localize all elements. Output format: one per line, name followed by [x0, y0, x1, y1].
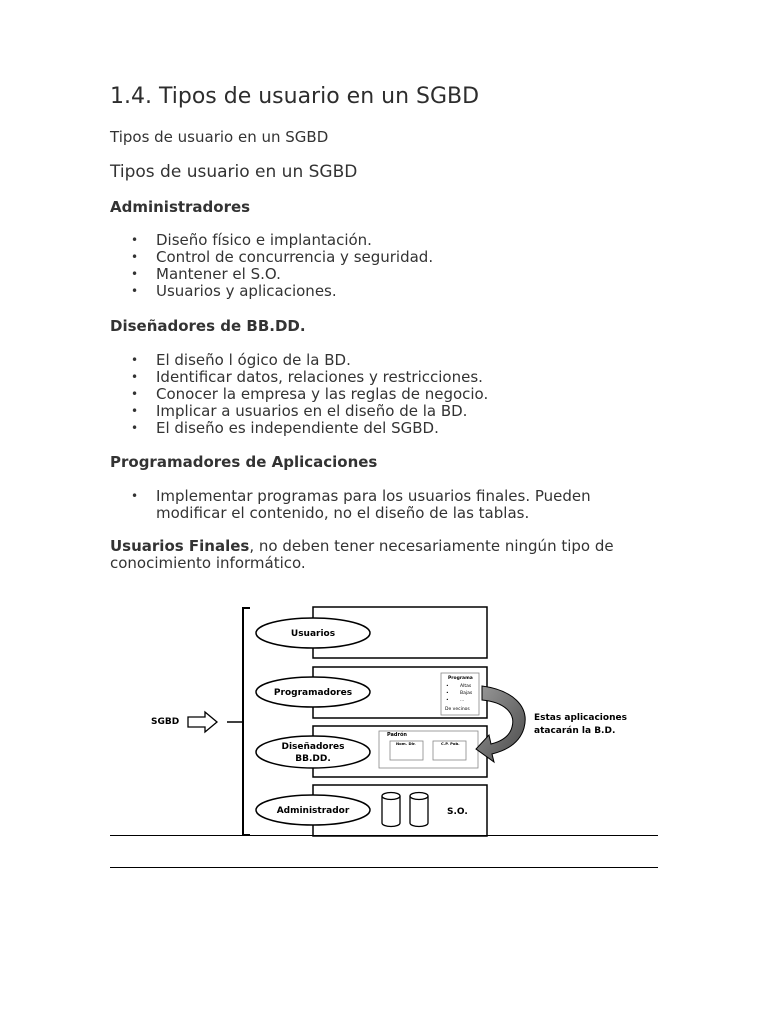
os-label: S.O. [447, 807, 468, 817]
program-bullet: • [446, 684, 449, 689]
program-title: Programa [448, 676, 473, 681]
divider-line [110, 867, 658, 868]
note-line2: atacarán la B.D. [534, 726, 616, 736]
list-item: • El diseño l ógico de la BD. [156, 352, 658, 369]
section-heading-disenadores: Diseñadores de BB.DD. [110, 317, 306, 335]
sgbd-arrow-icon [188, 712, 217, 732]
section-heading-administradores: Administradores [110, 198, 251, 216]
program-item: Bajas [460, 691, 473, 696]
database-icon [410, 793, 428, 827]
padron-field2: C.P. Pob. [441, 741, 460, 746]
list-item: • El diseño es independiente del SGBD. [156, 420, 658, 437]
program-bullet: • [446, 698, 449, 703]
final-rest: , no deben tener necesariamente ningún tipo de conocimiento informático. [110, 537, 614, 572]
program-footer: De vecinos [445, 707, 470, 712]
program-item: Altas [460, 684, 472, 689]
subtitle-large: Tipos de usuario en un SGBD [110, 162, 358, 182]
note-line1: Estas aplicaciones [534, 713, 627, 723]
program-item: ... [460, 698, 465, 703]
list-item: • Implicar a usuarios en el diseño de la BD. [156, 403, 658, 420]
database-icon [382, 793, 400, 827]
section-heading-programadores: Programadores de Aplicaciones [110, 453, 378, 471]
label-usuarios: Usuarios [290, 629, 336, 639]
list-item: • Control de concurrencia y seguridad. [156, 249, 658, 266]
label-disenadores-line2: BB.DD. [295, 754, 331, 764]
list-item: • Implementar programas para los usuarios finales. Pueden modificar el contenido, no el diseño de las tablas. [156, 488, 658, 522]
label-administrador: Administrador [276, 806, 350, 816]
list-item: • Usuarios y aplicaciones. [156, 283, 658, 300]
final-bold: Usuarios Finales [110, 537, 250, 555]
diagram-bracket [243, 608, 250, 835]
label-programadores: Programadores [273, 688, 353, 698]
list-item: • Mantener el S.O. [156, 266, 658, 283]
padron-field1: Nom. Dir. [396, 741, 416, 746]
subtitle-small: Tipos de usuario en un SGBD [110, 128, 329, 146]
label-disenadores-line1: Diseñadores [281, 742, 345, 752]
divider-line [110, 835, 658, 836]
sgbd-label: SGBD [151, 717, 180, 727]
page-title: 1.4. Tipos de usuario en un SGBD [110, 84, 480, 109]
list-item: • Conocer la empresa y las reglas de negocio. [156, 386, 658, 403]
list-item: • Identificar datos, relaciones y restricciones. [156, 369, 658, 386]
padron-title: Padrón [387, 732, 407, 738]
program-bullet: • [446, 691, 449, 696]
list-item: • Diseño físico e implantación. [156, 232, 658, 249]
curved-arrow-icon [476, 686, 525, 762]
